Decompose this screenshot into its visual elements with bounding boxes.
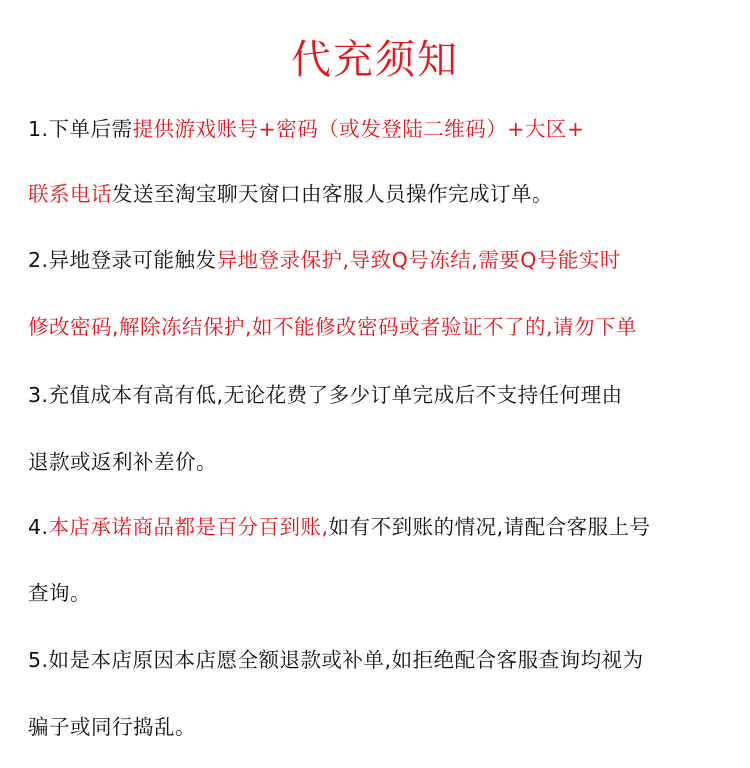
notice-line-1-segment-1: 1.下单后需: [28, 117, 133, 141]
notice-line-3-segment-1: 2.异地登录可能触发: [28, 248, 217, 272]
notice-line-6: [28, 447, 728, 477]
notice-line-3: [28, 245, 728, 275]
notice-line-2-segment-1-highlight: 联系电话: [28, 182, 112, 206]
notice-line-3-segment-2-highlight: 异地登录保护,导致Q号冻结,需要Q号能实时: [216, 248, 621, 272]
notice-line-8-segment-1: 查询。: [28, 581, 91, 605]
notice-line-9: [28, 645, 728, 675]
notice-title: 代充须知: [291, 37, 459, 83]
notice-line-10-segment-1: 骗子或同行捣乱。: [28, 715, 196, 739]
notice-line-5: [28, 380, 728, 410]
notice-line-7: [28, 512, 728, 542]
notice-line-4-segment-1-highlight: 修改密码,解除冻结保护,如不能修改密码或者验证不了的,请勿下单: [28, 315, 638, 339]
notice-line-6-segment-1: 退款或返利补差价。: [28, 450, 217, 474]
notice-line-1: [28, 114, 728, 144]
notice-line-4: [28, 312, 728, 342]
notice-line-7-segment-3: 如有不到账的情况,请配合客服上号: [328, 515, 651, 539]
notice-line-7-segment-2-highlight: 本店承诺商品都是百分百到账,: [48, 515, 329, 539]
notice-line-8: [28, 578, 728, 608]
notice-line-1-segment-2-highlight: 提供游戏账号+密码（或发登陆二维码）+大区+: [132, 117, 585, 141]
notice-line-10: [28, 712, 728, 742]
notice-line-2-segment-2: 发送至淘宝聊天窗口由客服人员操作完成订单。: [112, 182, 553, 206]
notice-line-9-segment-1: 5.如是本店原因本店愿全额退款或补单,如拒绝配合客服查询均视为: [28, 648, 644, 672]
notice-line-2: [28, 179, 728, 209]
notice-line-7-segment-1: 4.: [28, 515, 49, 539]
notice-line-5-segment-1: 3.充值成本有高有低,无论花费了多少订单完成后不支持任何理由: [28, 383, 623, 407]
